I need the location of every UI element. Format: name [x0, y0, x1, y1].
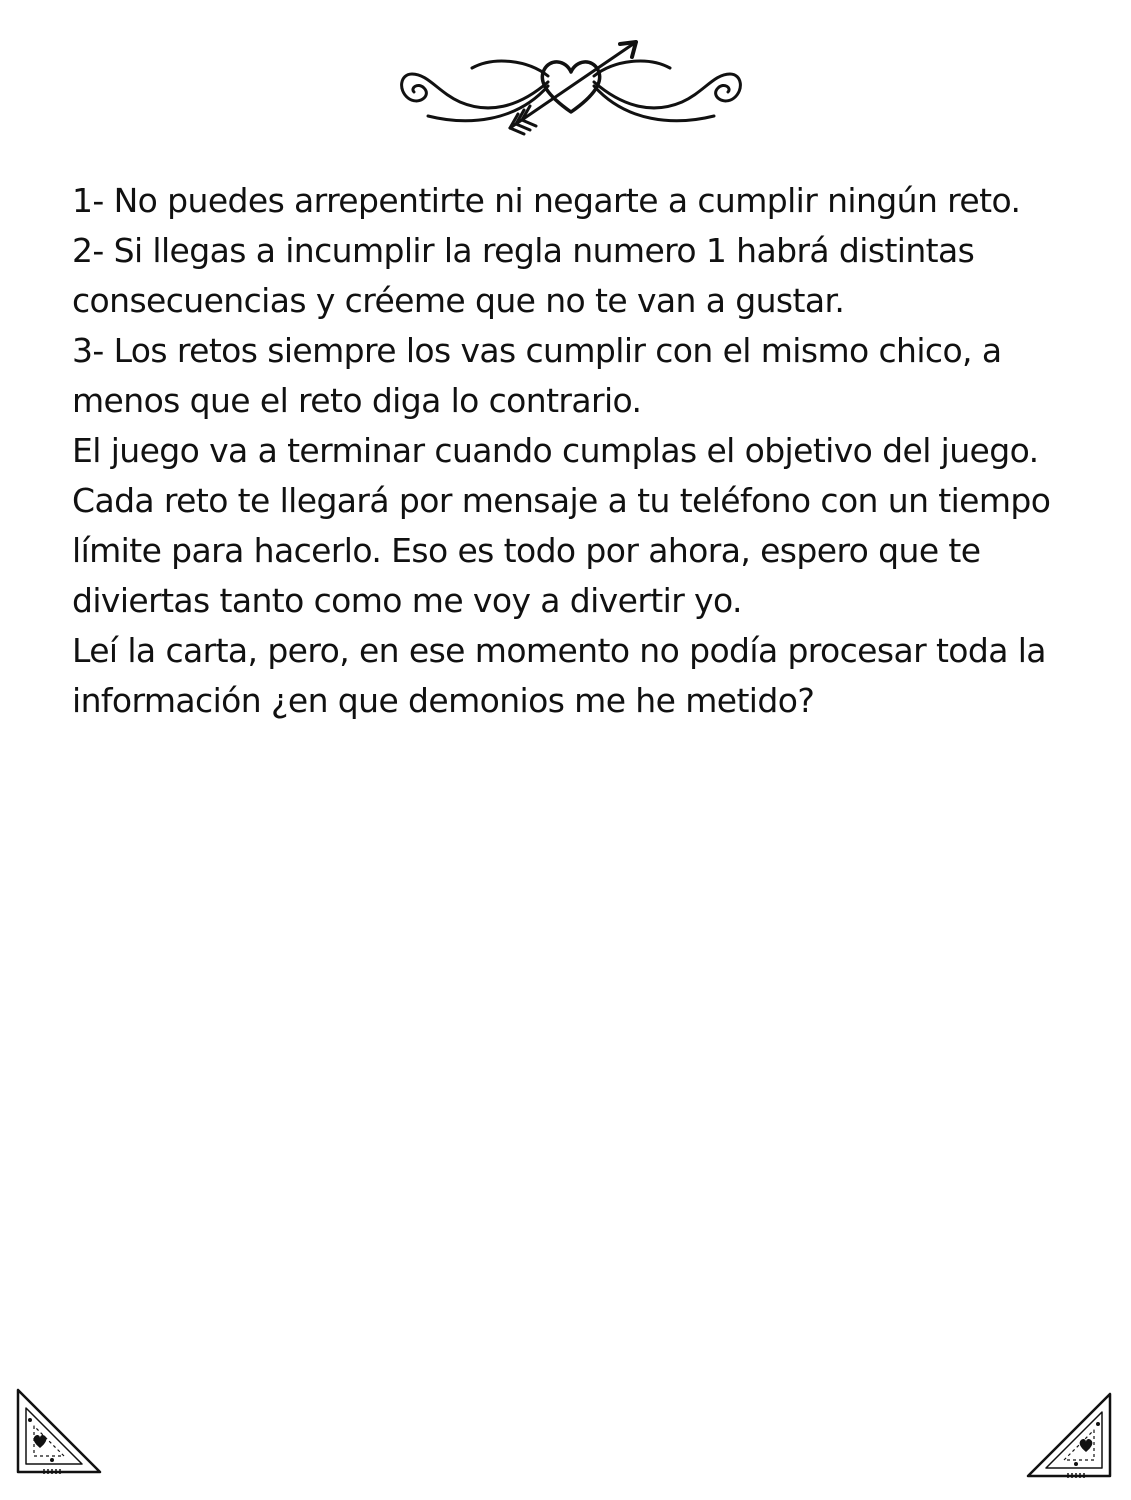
heart-arrow-flourish-icon — [398, 30, 744, 142]
narration-paragraph: Leí la carta, pero, en ese momento no podía procesar toda la información ¿en que demonios me he metido? — [72, 631, 1046, 720]
triangle-heart-corner-icon — [14, 1386, 104, 1476]
triangle-heart-corner-icon — [1024, 1390, 1114, 1480]
letter-text — [72, 176, 1082, 726]
game-end-paragraph: El juego va a terminar cuando cumplas el objetivo del juego. Cada reto te llegará por mensaje a tu teléfono con un tiempo límite para hacerlo. Eso es todo por ahora, espero que te diviertas tanto como me voy a divertir yo. — [72, 431, 1051, 620]
rule-3: 3- Los retos siempre los vas cumplir con el mismo chico, a menos que el reto diga lo contrario. — [72, 331, 1002, 420]
rule-2: 2- Si llegas a incumplir la regla numero 1 habrá distintas consecuencias y créeme que no te van a gustar. — [72, 231, 975, 320]
rule-1: 1- No puedes arrepentirte ni negarte a cumplir ningún reto. — [72, 181, 1021, 220]
